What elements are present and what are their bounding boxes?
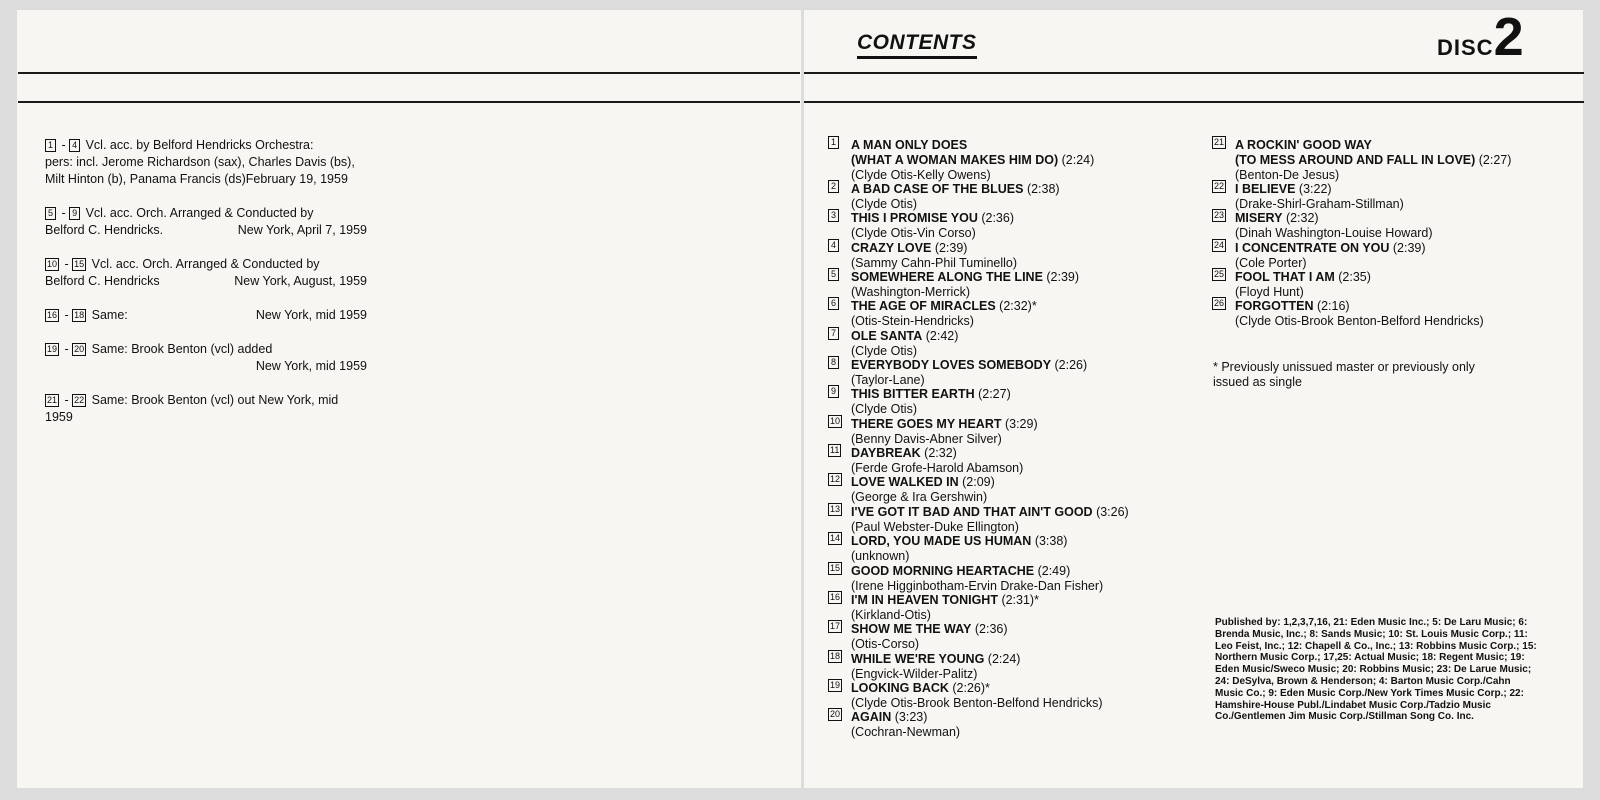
track-number-box: 24	[1214, 240, 1225, 250]
track-title: LORD, YOU MADE US HUMAN	[851, 534, 1032, 548]
track-time: (2:39)	[1389, 241, 1426, 255]
track-item	[828, 417, 1198, 447]
track-number-box: 11	[830, 445, 840, 455]
track-number-box: 25	[1214, 269, 1225, 279]
track-title: (TO MESS AROUND AND FALL IN LOVE)	[1235, 153, 1476, 167]
track-credit: (Otis-Stein-Hendricks)	[851, 314, 974, 328]
track-credit: (Cochran-Newman)	[851, 725, 961, 739]
session-text: Vcl. acc. Orch. Arranged & Conducted by	[91, 257, 320, 271]
session-text: 1959	[45, 410, 73, 424]
track-title: WHILE WE'RE YOUNG	[851, 652, 985, 666]
track-item	[828, 475, 1198, 505]
track-item	[828, 387, 1198, 417]
track-credit: (Clyde Otis-Brook Benton-Belfond Hendricks)	[851, 696, 1103, 710]
session-text: pers: incl. Jerome Richardson (sax), Charles Davis (bs),	[45, 155, 355, 169]
track-item	[828, 710, 1198, 740]
track-credit: (Benton-De Jesus)	[1235, 168, 1340, 182]
track-credit: (Otis-Corso)	[851, 637, 920, 651]
track-credit: (unknown)	[851, 549, 910, 563]
track-time: (2:32)	[920, 446, 957, 460]
track-item	[828, 622, 1198, 652]
track-credit: (Clyde Otis-Vin Corso)	[851, 226, 976, 240]
track-time: (3:29)	[1001, 417, 1038, 431]
track-number-box: 1	[45, 139, 56, 152]
track-credit: (Kirkland-Otis)	[851, 608, 931, 622]
track-credit: (Clyde Otis)	[851, 402, 917, 416]
track-credit: (Clyde Otis)	[851, 197, 917, 211]
track-title: I'VE GOT IT BAD AND THAT AIN'T GOOD	[851, 505, 1093, 519]
track-title: SOMEWHERE ALONG THE LINE	[851, 270, 1043, 284]
track-title: I CONCENTRATE ON YOU	[1235, 241, 1390, 255]
session-text: Same: Brook Benton (vcl) added	[91, 342, 273, 356]
track-time: (2:36)	[977, 211, 1015, 225]
session-text: Vcl. acc. Orch. Arranged & Conducted by	[85, 206, 314, 220]
session-block: 10 - 15 Vcl. acc. Orch. Arranged & Conducted by Belford C. Hendricks New York, August, 1959	[45, 257, 367, 288]
track-number-box: 14	[830, 533, 841, 543]
track-time: (2:16)	[1313, 299, 1350, 313]
track-credit: (Benny Davis-Abner Silver)	[851, 432, 1002, 446]
track-item	[828, 211, 1198, 241]
track-credit: (Paul Webster-Duke Ellington)	[851, 520, 1019, 534]
track-credit: (Taylor-Lane)	[851, 373, 925, 387]
track-title: I BELIEVE	[1235, 182, 1296, 196]
track-credit: (Clyde Otis-Brook Benton-Belford Hendricks)	[1235, 314, 1484, 328]
session-date: New York, mid 1959	[255, 308, 367, 322]
track-credit: (George & Ira Gershwin)	[851, 490, 988, 504]
track-number-box: 5	[45, 207, 56, 220]
track-time: (2:42)	[922, 329, 959, 343]
track-number-box: 20	[74, 344, 85, 354]
session-text: Belford C. Hendricks	[45, 274, 160, 288]
track-time: (3:22)	[1295, 182, 1332, 196]
track-item	[1212, 182, 1582, 212]
track-number-box: 13	[830, 504, 841, 514]
track-time: (2:32)*	[995, 299, 1037, 313]
disc-label	[1437, 7, 1524, 67]
contents-title: CONTENTS	[857, 30, 977, 59]
track-number-box: 21	[47, 395, 58, 405]
track-item	[828, 270, 1198, 300]
track-title: LOOKING BACK	[851, 681, 949, 695]
track-number-box: 26	[1214, 298, 1225, 308]
track-item	[828, 446, 1198, 476]
track-number-box: 23	[1214, 210, 1225, 220]
track-time: (2:26)*	[948, 681, 990, 695]
track-time: (2:38)	[1023, 182, 1060, 196]
track-title: I'M IN HEAVEN TONIGHT	[851, 593, 998, 607]
track-title: THIS BITTER EARTH	[851, 387, 975, 401]
track-title: THERE GOES MY HEART	[851, 417, 1002, 431]
track-item	[1212, 241, 1582, 271]
track-number-box: 10	[47, 259, 58, 269]
track-number-box: 4	[69, 139, 80, 152]
track-credit: (Drake-Shirl-Graham-Stillman)	[1235, 197, 1404, 211]
top-rule-left	[18, 72, 800, 74]
session-block: 19 - 20 Same: Brook Benton (vcl) added New York, mid 1959	[47, 342, 367, 373]
disc-word: DISC	[1437, 35, 1494, 60]
second-rule-left	[18, 101, 800, 103]
session-block: 16 - 18 Same: New York, mid 1959	[47, 308, 367, 322]
track-item	[828, 593, 1198, 623]
track-time: (2:32)	[1282, 211, 1319, 225]
track-item	[828, 299, 1198, 329]
track-credit: (Engvick-Wilder-Palitz)	[851, 667, 978, 681]
track-time: (2:24)	[984, 652, 1021, 666]
track-item	[1212, 270, 1582, 300]
track-number-box: 4	[828, 239, 839, 252]
track-item	[828, 329, 1198, 359]
track-number-box: 19	[47, 344, 58, 354]
second-rule-right	[804, 101, 1584, 103]
track-time: (2:27)	[1475, 153, 1512, 167]
session-date: New York, August, 1959	[234, 274, 367, 288]
track-time: (2:36)	[971, 622, 1008, 636]
track-number-box: 18	[74, 310, 85, 320]
track-credit: (Sammy Cahn-Phil Tuminello)	[851, 256, 1018, 270]
track-number-box: 2	[828, 180, 839, 193]
track-title: FORGOTTEN	[1235, 299, 1314, 313]
track-number-box: 9	[828, 385, 839, 398]
track-title: CRAZY LOVE	[851, 241, 932, 255]
track-time: (2:39)	[931, 241, 968, 255]
track-time: (3:26)	[1092, 505, 1129, 519]
track-number-box: 18	[830, 651, 841, 661]
track-item	[828, 505, 1198, 535]
track-title: AGAIN	[851, 710, 892, 724]
track-title: (WHAT A WOMAN MAKES HIM DO)	[851, 153, 1059, 167]
top-rule-right	[804, 72, 1584, 74]
track-title: THE AGE OF MIRACLES	[851, 299, 996, 313]
track-title: SHOW ME THE WAY	[851, 622, 972, 636]
session-text: Belford C. Hendricks.	[45, 223, 164, 237]
track-time: (2:35)	[1334, 270, 1371, 284]
track-time: (3:38)	[1031, 534, 1068, 548]
footnote: * Previously unissued master or previously only issued as single	[1213, 360, 1475, 389]
track-number-box: 17	[830, 621, 841, 631]
track-item	[828, 652, 1198, 682]
track-number-box: 12	[830, 474, 841, 484]
session-block: 21 - 22 Same: Brook Benton (vcl) out New York, mid 1959	[45, 392, 367, 426]
track-title: MISERY	[1235, 211, 1283, 225]
track-number-box: 8	[828, 356, 839, 369]
track-credit: (Irene Higginbotham-Ervin Drake-Dan Fisher)	[851, 579, 1104, 593]
disc-number: 2	[1493, 7, 1524, 67]
track-number-box: 15	[74, 259, 85, 269]
track-number-box: 1	[828, 136, 839, 149]
track-title: GOOD MORNING HEARTACHE	[851, 564, 1035, 578]
track-time: (2:31)*	[997, 593, 1039, 607]
track-item	[828, 241, 1198, 271]
session-text: Vcl. acc. by Belford Hendricks Orchestra:	[85, 138, 314, 152]
track-title: LOVE WALKED IN	[851, 475, 959, 489]
track-credit: (Dinah Washington-Louise Howard)	[1235, 226, 1433, 240]
track-number-box: 19	[830, 680, 841, 690]
track-number-box: 22	[1214, 181, 1225, 191]
track-item	[828, 564, 1198, 594]
session-date: New York, mid 1959	[255, 359, 367, 373]
session-block: 1 - 4 Vcl. acc. by Belford Hendricks Orchestra: pers: incl. Jerome Richardson (sax), Charles Davis (bs), Milt Hinton (b), Panama Francis (ds)February 19, 1959	[45, 137, 367, 188]
track-item	[1212, 299, 1582, 329]
track-time: (2:39)	[1042, 270, 1080, 284]
track-credit: (Ferde Grofe-Harold Abamson)	[851, 461, 1024, 475]
track-title: A BAD CASE OF THE BLUES	[851, 182, 1024, 196]
track-item	[828, 182, 1198, 212]
track-credit: (Clyde Otis)	[851, 344, 917, 358]
track-number-box: 9	[69, 207, 80, 220]
track-time: (2:27)	[974, 387, 1011, 401]
session-text: Same:	[91, 308, 128, 322]
track-title: DAYBREAK	[851, 446, 921, 460]
session-text: Same: Brook Benton (vcl) out New York, mid	[91, 393, 339, 407]
track-item	[828, 138, 1198, 183]
track-number-box: 16	[47, 310, 58, 320]
track-time: (2:09)	[958, 475, 995, 489]
track-time: (2:24)	[1058, 153, 1095, 167]
track-number-box: 7	[828, 327, 839, 340]
track-number-box: 6	[828, 297, 839, 310]
track-number-box: 20	[830, 709, 841, 719]
track-time: (2:49)	[1034, 564, 1071, 578]
track-title: A MAN ONLY DOES	[851, 138, 968, 152]
track-credit: (Cole Porter)	[1235, 256, 1307, 270]
track-credit: (Clyde Otis-Kelly Owens)	[851, 168, 991, 182]
track-item	[828, 358, 1198, 388]
track-title: FOOL THAT I AM	[1235, 270, 1335, 284]
track-title: OLE SANTA	[851, 329, 923, 343]
track-credit: (Floyd Hunt)	[1235, 285, 1304, 299]
track-title: THIS I PROMISE YOU	[851, 211, 978, 225]
track-item	[828, 681, 1198, 711]
session-date: New York, April 7, 1959	[237, 223, 367, 237]
track-item	[1212, 211, 1582, 241]
track-item	[1212, 138, 1582, 183]
track-number-box: 16	[830, 592, 841, 602]
publishers-credits: Published by: 1,2,3,7,16, 21: Eden Music Inc.; 5: De Laru Music; 6: Brenda Music, Inc.; 8: Sands Music; 10: St. Louis Music Corp.; 11: Leo Feist, Inc.; 12: Chapell & Co., Inc.; 13: Robbins Music Corp.; 15: Northern Music Corp.; 17,25: Actual Music; 18: Regent Music; 19: Eden Music/Sweco Music; 20: Robbins Music; 23: De Larue Music; 24: DeSylva, Brown & Henderson; 4: Barton Music Corp./Cahn Music Co.; 9: Eden Music Corp./New York Times Music Corp.; 22: Hamshire-House Publ./Lindabet Music Corp./Tadzio Music Co./Gentlemen Jim Music Corp./Stillman Song Co. Inc.	[1215, 617, 1537, 723]
track-number-box: 10	[830, 416, 841, 426]
track-time: (2:26)	[1051, 358, 1088, 372]
track-title: A ROCKIN' GOOD WAY	[1235, 138, 1372, 152]
track-number-box: 3	[828, 209, 839, 222]
track-credit: (Washington-Merrick)	[851, 285, 971, 299]
track-number-box: 15	[830, 563, 841, 573]
session-block: 5 - 9 Vcl. acc. Orch. Arranged & Conducted by Belford C. Hendricks. New York, April 7, 1959	[45, 206, 367, 237]
track-item	[828, 534, 1198, 564]
track-time: (3:23)	[891, 710, 928, 724]
session-text: Milt Hinton (b), Panama Francis (ds)February 19, 1959	[45, 172, 348, 186]
track-title: EVERYBODY LOVES SOMEBODY	[851, 358, 1052, 372]
track-number-box: 5	[828, 268, 839, 281]
track-number-box: 22	[74, 395, 85, 405]
track-number-box: 21	[1214, 137, 1225, 147]
